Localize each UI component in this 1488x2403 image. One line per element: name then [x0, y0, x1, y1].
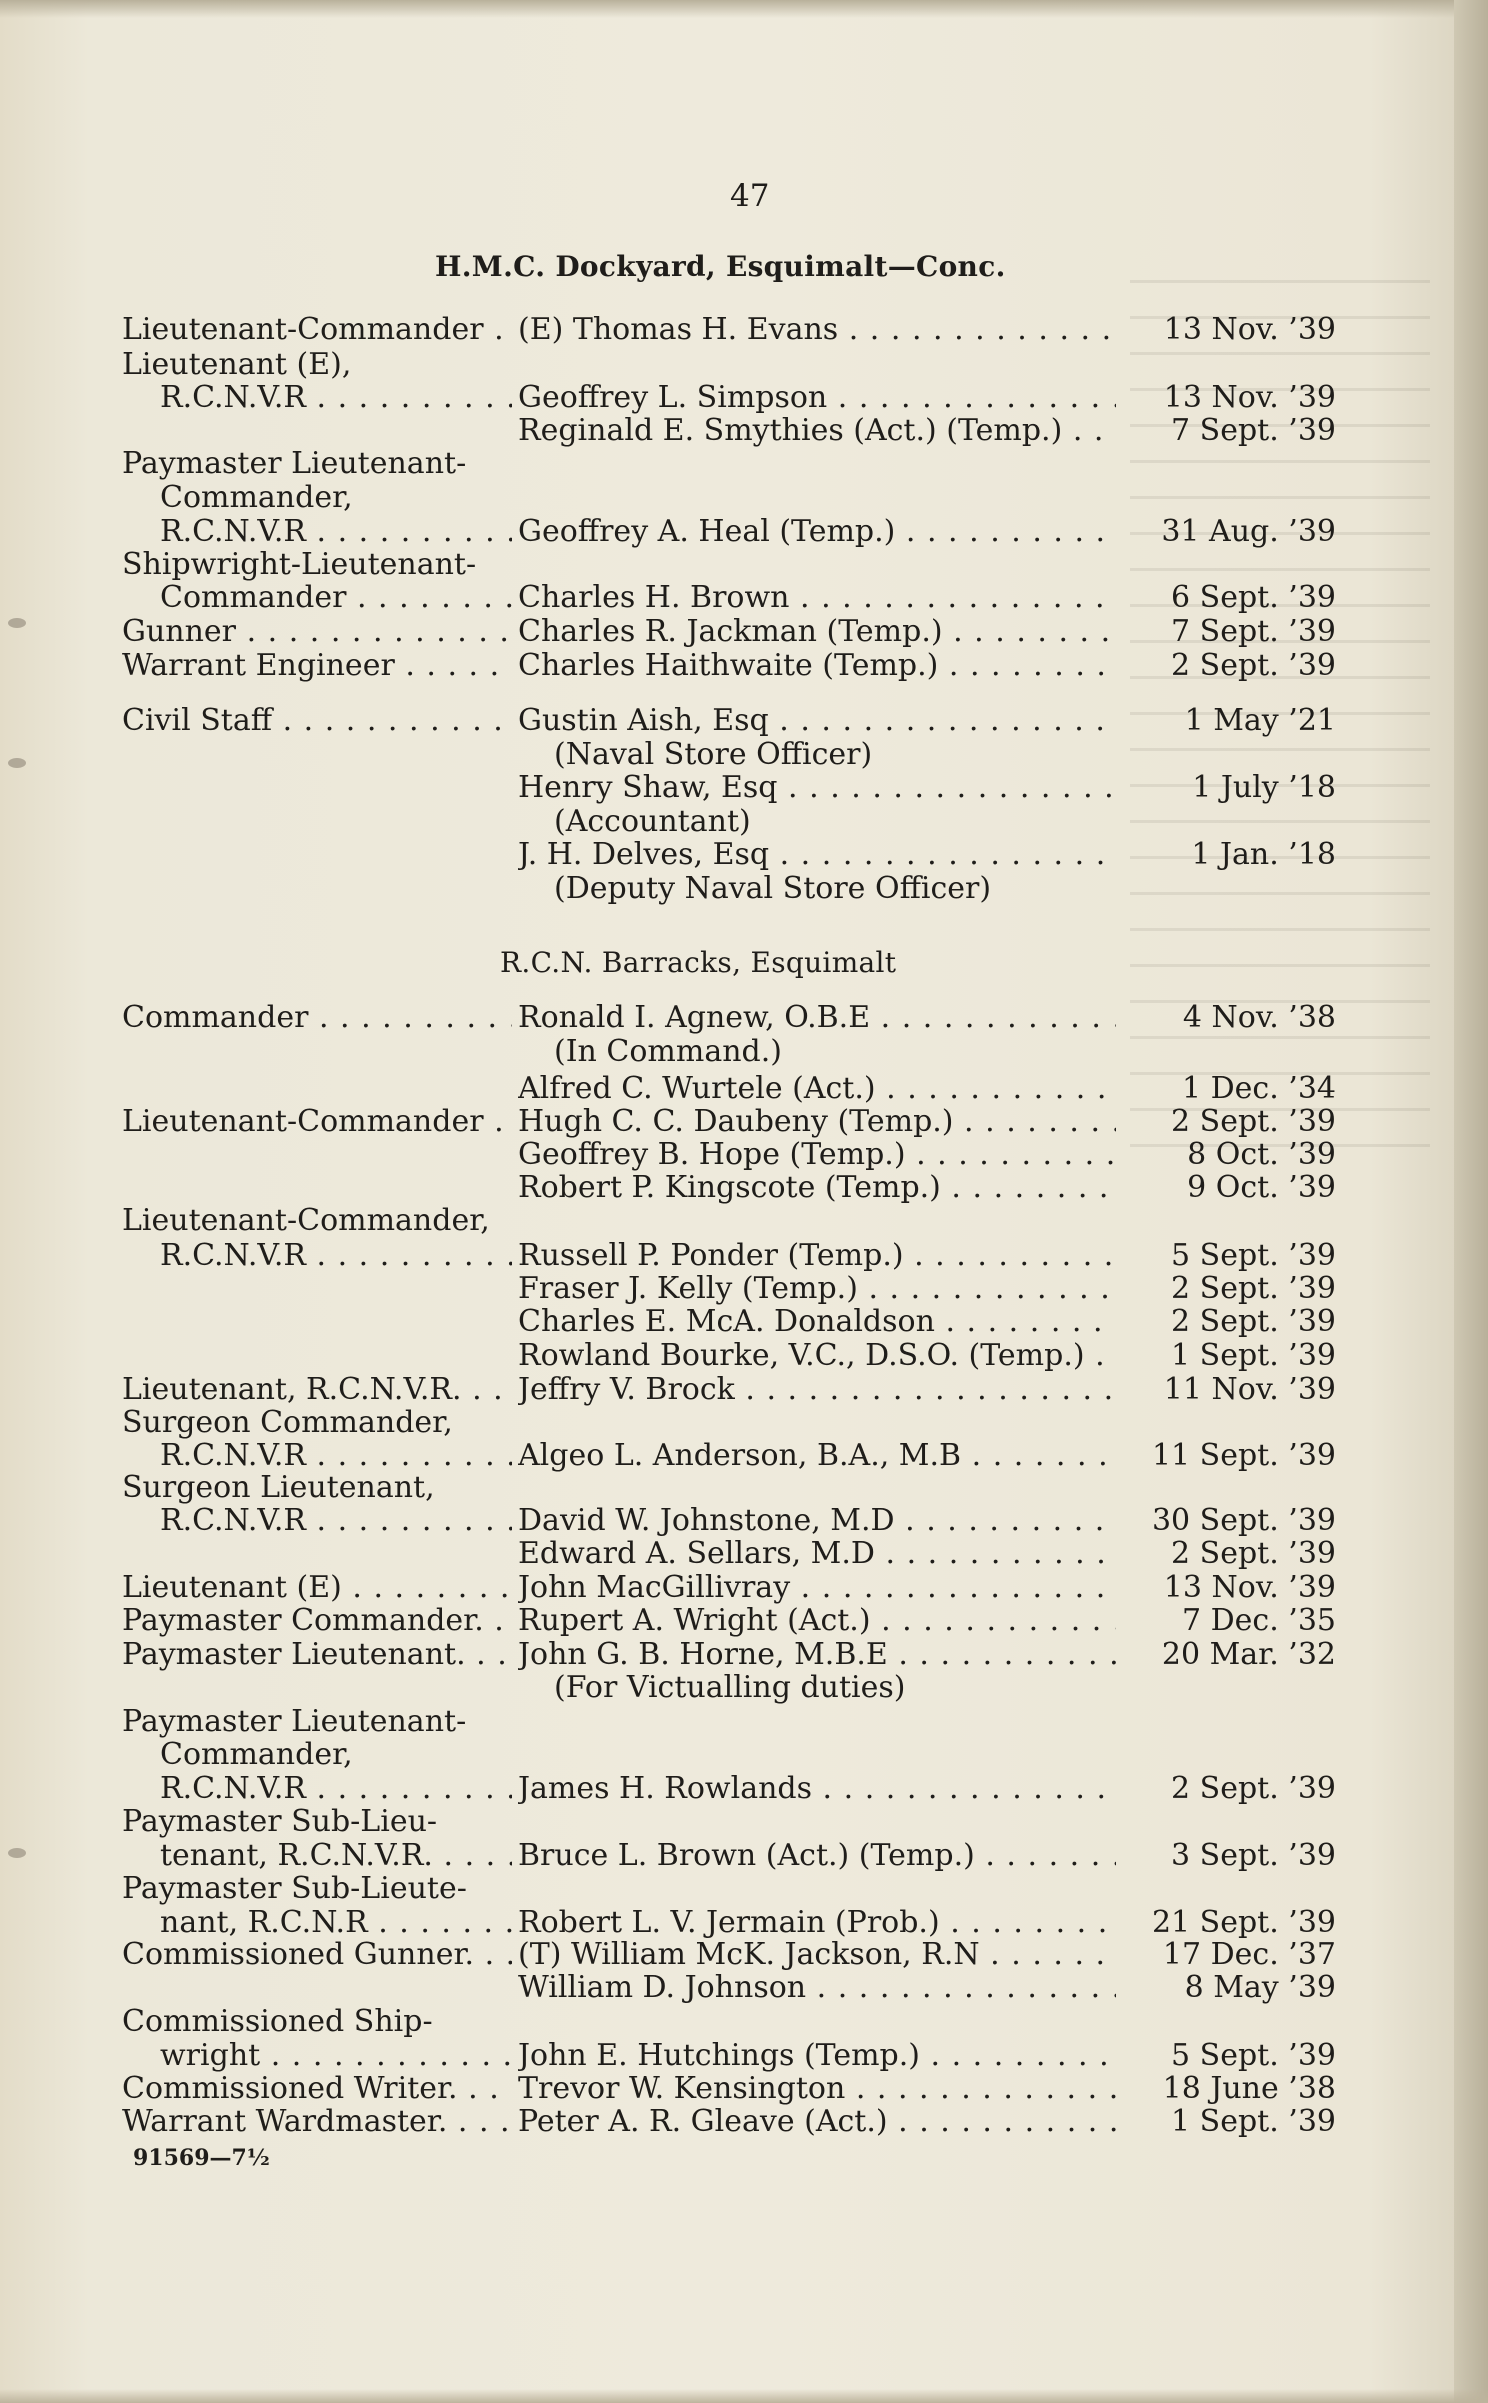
roster-row	[0, 1871, 1488, 1907]
roster-row	[0, 2071, 1488, 2107]
officer-name-text: John G. B. Horne, M.B.E	[518, 1637, 888, 1672]
seniority-date: 13 Nov. ’39	[1163, 380, 1336, 415]
seniority-date: 18 June ’38	[1162, 2071, 1336, 2106]
roster-row	[0, 837, 1488, 873]
rank-label	[122, 312, 512, 348]
rank-label	[122, 648, 512, 684]
roster-row	[0, 547, 1488, 583]
rank-label	[160, 580, 512, 616]
roster-row	[0, 1238, 1488, 1274]
dot-leader	[812, 1771, 1116, 1806]
rank-label	[122, 1104, 512, 1140]
rank-text: Lieutenant-Commander	[122, 312, 484, 347]
dot-leader	[484, 1104, 512, 1139]
rank-text: Commander,	[160, 1737, 353, 1772]
officer-name-text: Rowland Bourke, V.C., D.S.O. (Temp.)	[518, 1338, 1085, 1373]
rank-label	[160, 514, 512, 550]
officer-name-text: David W. Johnstone, M.D	[518, 1503, 895, 1538]
seniority-date: 13 Nov. ’39	[1163, 1570, 1336, 1605]
dot-leader	[838, 312, 1116, 347]
rank-text: Civil Staff	[122, 703, 273, 738]
officer-name-text: Alfred C. Wurtele (Act.)	[518, 1071, 876, 1106]
seniority-date: 20 Mar. ’32	[1161, 1637, 1336, 1672]
rank-label	[122, 1637, 512, 1673]
dot-leader	[462, 1372, 512, 1407]
rank-label	[160, 1503, 512, 1539]
dot-leader	[474, 1937, 512, 1972]
roster-row	[0, 770, 1488, 806]
seniority-date: 7 Dec. ’35	[1181, 1603, 1336, 1638]
roster-row	[0, 1372, 1488, 1408]
seniority-date: 6 Sept. ’39	[1171, 580, 1336, 615]
roster-row	[0, 1170, 1488, 1206]
page-bottom-shadow	[0, 2389, 1488, 2403]
roster-row	[0, 1104, 1488, 1140]
rank-label	[122, 547, 512, 583]
dot-leader	[954, 1104, 1116, 1139]
dot-leader	[735, 1372, 1116, 1407]
rank-label	[122, 703, 512, 739]
officer-name	[518, 2038, 1116, 2074]
roster-row	[0, 1503, 1488, 1539]
dot-leader	[858, 1271, 1116, 1306]
dot-leader	[466, 1637, 512, 1672]
roster-row	[0, 2038, 1488, 2074]
officer-name	[518, 1771, 1116, 1807]
dot-leader	[306, 1238, 512, 1273]
officer-name	[518, 2104, 1116, 2140]
officer-name	[554, 1034, 1114, 1070]
officer-name	[518, 1372, 1116, 1408]
officer-name-text: James H. Rowlands	[518, 1771, 813, 1806]
dot-leader	[306, 514, 512, 549]
rank-label	[122, 1372, 512, 1408]
officer-name-text: William D. Johnson	[518, 1970, 807, 2005]
officer-name	[518, 1937, 1116, 1973]
officer-name	[518, 1603, 1116, 1639]
roster-row	[0, 1637, 1488, 1673]
roster-row	[0, 1034, 1488, 1070]
roster-row	[0, 1470, 1488, 1506]
officer-name	[518, 703, 1116, 739]
rank-text: Commander,	[160, 480, 353, 515]
dot-leader	[943, 614, 1116, 649]
rank-text: R.C.N.V.R	[160, 514, 306, 549]
dot-leader	[961, 1438, 1116, 1473]
rank-label	[122, 1704, 512, 1740]
dot-leader	[368, 1905, 512, 1940]
seniority-date: 11 Sept. ’39	[1151, 1438, 1336, 1473]
rank-label	[160, 380, 512, 416]
roster-row	[0, 1838, 1488, 1874]
officer-name-text: (T) William McK. Jackson, R.N	[518, 1937, 980, 1972]
officer-name	[518, 1905, 1116, 1941]
officer-name	[518, 1503, 1116, 1539]
officer-name	[518, 648, 1116, 684]
rank-label	[122, 2104, 512, 2140]
rank-text: Lieutenant, R.C.N.V.R.	[122, 1372, 462, 1407]
officer-name-text: Trevor W. Kensington	[518, 2071, 846, 2106]
officer-name	[518, 514, 1116, 550]
officer-name-text: Charles Haithwaite (Temp.)	[518, 648, 939, 683]
rank-text: Paymaster Commander.	[122, 1603, 484, 1638]
roster-row	[0, 1405, 1488, 1441]
seniority-date: 1 Dec. ’34	[1181, 1071, 1336, 1106]
officer-name-text: Rupert A. Wright (Act.)	[518, 1603, 871, 1638]
rank-label	[160, 1238, 512, 1274]
officer-name	[518, 1536, 1116, 1572]
dot-leader	[484, 312, 512, 347]
officer-name	[518, 1304, 1116, 1340]
officer-name-text: Geoffrey A. Heal (Temp.)	[518, 514, 896, 549]
rank-label	[160, 1771, 512, 1807]
rank-text: Paymaster Sub-Lieu-	[122, 1804, 438, 1839]
rank-text: Lieutenant (E)	[122, 1570, 342, 1605]
officer-name	[518, 1637, 1116, 1673]
dot-leader	[306, 380, 512, 415]
officer-name-text: Peter A. R. Gleave (Act.)	[518, 2104, 888, 2139]
roster-row	[0, 1304, 1488, 1340]
roster-row	[0, 1536, 1488, 1572]
officer-name	[518, 1238, 1116, 1274]
officer-name-text: Robert P. Kingscote (Temp.)	[518, 1170, 941, 1205]
dot-leader	[458, 2071, 512, 2106]
rank-text: nant, R.C.N.R	[160, 1905, 368, 1940]
rank-text: Paymaster Sub-Lieute-	[122, 1871, 467, 1906]
dot-leader	[484, 1603, 512, 1638]
officer-name-text: Charles E. McA. Donaldson	[518, 1304, 935, 1339]
rank-label	[122, 1937, 512, 1973]
rank-label	[160, 480, 512, 516]
dot-leader	[875, 1536, 1116, 1571]
officer-name	[518, 580, 1116, 616]
officer-name	[518, 770, 1116, 806]
roster-row	[0, 804, 1488, 840]
dot-leader	[272, 703, 512, 738]
dot-leader	[806, 1970, 1116, 2005]
officer-name	[518, 413, 1116, 449]
rank-label	[122, 1570, 512, 1606]
roster-row	[0, 347, 1488, 383]
rank-text: Paymaster Lieutenant-	[122, 1704, 467, 1739]
officer-name	[518, 837, 1116, 873]
officer-name-text: (Naval Store Officer)	[554, 737, 873, 772]
roster-row	[0, 614, 1488, 650]
seniority-date: 3 Sept. ’39	[1171, 1838, 1336, 1873]
dot-leader	[895, 514, 1116, 549]
officer-name-text: Gustin Aish, Esq	[518, 703, 769, 738]
officer-name-text: Algeo L. Anderson, B.A., M.B	[518, 1438, 962, 1473]
dot-leader	[871, 1603, 1116, 1638]
dot-leader	[935, 1304, 1116, 1339]
rank-label	[160, 1438, 512, 1474]
officer-name	[518, 1438, 1116, 1474]
rank-text: tenant, R.C.N.V.R.	[160, 1838, 433, 1873]
officer-name-text: Edward A. Sellars, M.D	[518, 1536, 875, 1571]
rank-label	[122, 2071, 512, 2107]
officer-name	[518, 614, 1116, 650]
dot-leader	[980, 1937, 1116, 1972]
rank-label	[122, 1405, 512, 1441]
dot-leader	[876, 1071, 1116, 1106]
rank-label	[160, 2038, 512, 2074]
rank-label	[122, 347, 512, 383]
roster-row	[0, 514, 1488, 550]
officer-name	[518, 1137, 1116, 1173]
rank-text: R.C.N.V.R	[160, 1238, 306, 1273]
dot-leader	[236, 614, 512, 649]
officer-name-text: Henry Shaw, Esq	[518, 770, 778, 805]
officer-name-text: (Deputy Naval Store Officer)	[554, 871, 992, 906]
officer-name	[518, 1071, 1116, 1107]
rank-text: Gunner	[122, 614, 237, 649]
dot-leader	[778, 770, 1116, 805]
officer-name	[518, 1338, 1116, 1374]
officer-name	[518, 380, 1116, 416]
officer-name-text: (Accountant)	[554, 804, 751, 839]
roster-row	[0, 1704, 1488, 1740]
roster-row	[0, 1771, 1488, 1807]
roster-row	[0, 1570, 1488, 1606]
rank-label	[122, 1470, 512, 1506]
section-heading-barracks: R.C.N. Barracks, Esquimalt	[500, 946, 897, 979]
dot-leader	[920, 2038, 1116, 2073]
rank-text: Paymaster Lieutenant.	[122, 1637, 466, 1672]
footer-printer-code: 91569—7½	[133, 2145, 270, 2171]
officer-name-text: Bruce L. Brown (Act.) (Temp.)	[518, 1838, 975, 1873]
dot-leader	[790, 1570, 1116, 1605]
rank-text: R.C.N.V.R	[160, 1438, 306, 1473]
officer-name-text: Geoffrey B. Hope (Temp.)	[518, 1137, 906, 1172]
seniority-date: 2 Sept. ’39	[1171, 1771, 1336, 1806]
dot-leader	[789, 580, 1116, 615]
page-number: 47	[730, 178, 770, 214]
dot-leader	[769, 703, 1116, 738]
officer-name-text: Hugh C. C. Daubeny (Temp.)	[518, 1104, 954, 1139]
rank-label	[122, 1603, 512, 1639]
dot-leader	[888, 2104, 1116, 2139]
dot-leader	[342, 1570, 512, 1605]
page-top-shadow	[0, 0, 1488, 18]
seniority-date: 7 Sept. ’39	[1171, 614, 1336, 649]
rank-text: Paymaster Lieutenant-	[122, 446, 467, 481]
roster-row	[0, 1970, 1488, 2006]
roster-row	[0, 1271, 1488, 1307]
officer-name-text: Reginald E. Smythies (Act.) (Temp.)	[518, 413, 1063, 448]
rank-label	[160, 1737, 512, 1773]
roster-row	[0, 1438, 1488, 1474]
rank-label	[122, 1871, 512, 1907]
seniority-date: 2 Sept. ’39	[1171, 1304, 1336, 1339]
seniority-date: 1 July ’18	[1192, 770, 1336, 805]
seniority-date: 2 Sept. ’39	[1171, 1104, 1336, 1139]
roster-row	[0, 1338, 1488, 1374]
rank-text: Lieutenant-Commander,	[122, 1203, 490, 1238]
dot-leader	[395, 648, 512, 683]
dot-leader	[769, 837, 1116, 872]
officer-name-text: Russell P. Ponder (Temp.)	[518, 1238, 904, 1273]
roster-row	[0, 1203, 1488, 1239]
dot-leader	[433, 1838, 512, 1873]
roster-row	[0, 1670, 1488, 1706]
rank-text: Shipwright-Lieutenant-	[122, 547, 477, 582]
seniority-date: 13 Nov. ’39	[1163, 312, 1336, 347]
officer-name-text: Ronald I. Agnew, O.B.E	[518, 1000, 871, 1035]
officer-name-text: Geoffrey L. Simpson	[518, 380, 828, 415]
officer-name-text: J. H. Delves, Esq	[518, 837, 770, 872]
officer-name	[554, 804, 1114, 840]
rank-label	[160, 1905, 512, 1941]
roster-row	[0, 703, 1488, 739]
seniority-date: 5 Sept. ’39	[1171, 2038, 1336, 2073]
rank-label	[122, 1000, 512, 1036]
seniority-date: 1 May ’21	[1184, 703, 1336, 738]
dot-leader	[906, 1137, 1116, 1172]
roster-row	[0, 580, 1488, 616]
officer-name-text: John MacGillivray	[518, 1570, 791, 1605]
roster-row	[0, 2004, 1488, 2040]
seniority-date: 2 Sept. ’39	[1171, 648, 1336, 683]
officer-name	[518, 1170, 1116, 1206]
seniority-date: 2 Sept. ’39	[1171, 1271, 1336, 1306]
seniority-date: 8 May ’39	[1184, 1970, 1336, 2005]
dot-leader	[870, 1000, 1116, 1035]
roster-row	[0, 1804, 1488, 1840]
officer-name-text: Jeffry V. Brock	[518, 1372, 735, 1407]
seniority-date: 4 Nov. ’38	[1182, 1000, 1336, 1035]
seniority-date: 31 Aug. ’39	[1161, 514, 1336, 549]
officer-name	[518, 1000, 1116, 1036]
seniority-date: 5 Sept. ’39	[1171, 1238, 1336, 1273]
rank-text: Surgeon Commander,	[122, 1405, 453, 1440]
seniority-date: 21 Sept. ’39	[1151, 1905, 1336, 1940]
officer-name-text: (In Command.)	[554, 1034, 782, 1069]
roster-row	[0, 1071, 1488, 1107]
roster-row	[0, 380, 1488, 416]
seniority-date: 9 Oct. ’39	[1187, 1170, 1336, 1205]
officer-name	[518, 2071, 1116, 2107]
dot-leader	[895, 1503, 1116, 1538]
seniority-date: 1 Sept. ’39	[1171, 1338, 1336, 1373]
roster-row	[0, 2104, 1488, 2140]
officer-name	[518, 1970, 1116, 2006]
rank-label	[122, 2004, 512, 2040]
seniority-date: 1 Sept. ’39	[1171, 2104, 1336, 2139]
roster-row	[0, 871, 1488, 907]
dot-leader	[845, 2071, 1116, 2106]
rank-label	[122, 1804, 512, 1840]
rank-text: R.C.N.V.R	[160, 1503, 306, 1538]
officer-name-text: (For Victualling duties)	[554, 1670, 906, 1705]
seniority-date: 7 Sept. ’39	[1171, 413, 1336, 448]
rank-text: Lieutenant-Commander	[122, 1104, 484, 1139]
officer-name-text: John E. Hutchings (Temp.)	[518, 2038, 920, 2073]
dot-leader	[827, 380, 1116, 415]
seniority-date: 1 Jan. ’18	[1191, 837, 1336, 872]
rank-label	[122, 446, 512, 482]
rank-label	[122, 1203, 512, 1239]
dot-leader	[308, 1000, 512, 1035]
dot-leader	[941, 1170, 1116, 1205]
rank-text: R.C.N.V.R	[160, 1771, 306, 1806]
officer-name	[518, 1838, 1116, 1874]
rank-text: wright	[160, 2038, 261, 2073]
roster-row	[0, 446, 1488, 482]
rank-text: Commissioned Writer.	[122, 2071, 458, 2106]
rank-text: Warrant Engineer	[122, 648, 395, 683]
roster-row	[0, 1737, 1488, 1773]
rank-text: Commander	[160, 580, 347, 615]
rank-text: Lieutenant (E),	[122, 347, 352, 382]
roster-row	[0, 1603, 1488, 1639]
rank-text: R.C.N.V.R	[160, 380, 306, 415]
dot-leader	[306, 1771, 512, 1806]
rank-text: Warrant Wardmaster.	[122, 2104, 448, 2139]
roster-row	[0, 413, 1488, 449]
dot-leader	[975, 1838, 1116, 1873]
roster-row	[0, 648, 1488, 684]
seniority-date: 17 Dec. ’37	[1162, 1937, 1336, 1972]
roster-row	[0, 1905, 1488, 1941]
rank-text: Surgeon Lieutenant,	[122, 1470, 435, 1505]
dot-leader	[1085, 1338, 1116, 1373]
rank-text: Commissioned Gunner.	[122, 1937, 475, 1972]
roster-row	[0, 312, 1488, 348]
seniority-date: 30 Sept. ’39	[1151, 1503, 1336, 1538]
officer-name-text: Charles H. Brown	[518, 580, 790, 615]
section-heading-dockyard: H.M.C. Dockyard, Esquimalt—Conc.	[435, 250, 1006, 283]
dot-leader	[940, 1905, 1116, 1940]
dot-leader	[346, 580, 512, 615]
officer-name	[554, 871, 1114, 907]
officer-name-text: (E) Thomas H. Evans	[518, 312, 839, 347]
roster-row	[0, 1137, 1488, 1173]
roster-row	[0, 1937, 1488, 1973]
rank-label	[122, 614, 512, 650]
roster-row	[0, 1000, 1488, 1036]
dot-leader	[938, 648, 1116, 683]
officer-name	[518, 1570, 1116, 1606]
officer-name-text: Fraser J. Kelly (Temp.)	[518, 1271, 858, 1306]
officer-name	[554, 1670, 1114, 1706]
rank-label	[160, 1838, 512, 1874]
roster-row	[0, 480, 1488, 516]
dot-leader	[1062, 413, 1116, 448]
officer-name	[518, 1271, 1116, 1307]
officer-name	[518, 312, 1116, 348]
dot-leader	[306, 1438, 512, 1473]
dot-leader	[306, 1503, 512, 1538]
seniority-date: 11 Nov. ’39	[1163, 1372, 1336, 1407]
officer-name	[554, 737, 1114, 773]
officer-name	[518, 1104, 1116, 1140]
dot-leader	[447, 2104, 512, 2139]
rank-text: Commissioned Ship-	[122, 2004, 433, 2039]
dot-leader	[904, 1238, 1116, 1273]
dot-leader	[888, 1637, 1116, 1672]
seniority-date: 8 Oct. ’39	[1187, 1137, 1336, 1172]
officer-name-text: Charles R. Jackman (Temp.)	[518, 614, 943, 649]
roster-row	[0, 737, 1488, 773]
seniority-date: 2 Sept. ’39	[1171, 1536, 1336, 1571]
dot-leader	[260, 2038, 512, 2073]
officer-name-text: Robert L. V. Jermain (Prob.)	[518, 1905, 940, 1940]
rank-text: Commander	[122, 1000, 309, 1035]
